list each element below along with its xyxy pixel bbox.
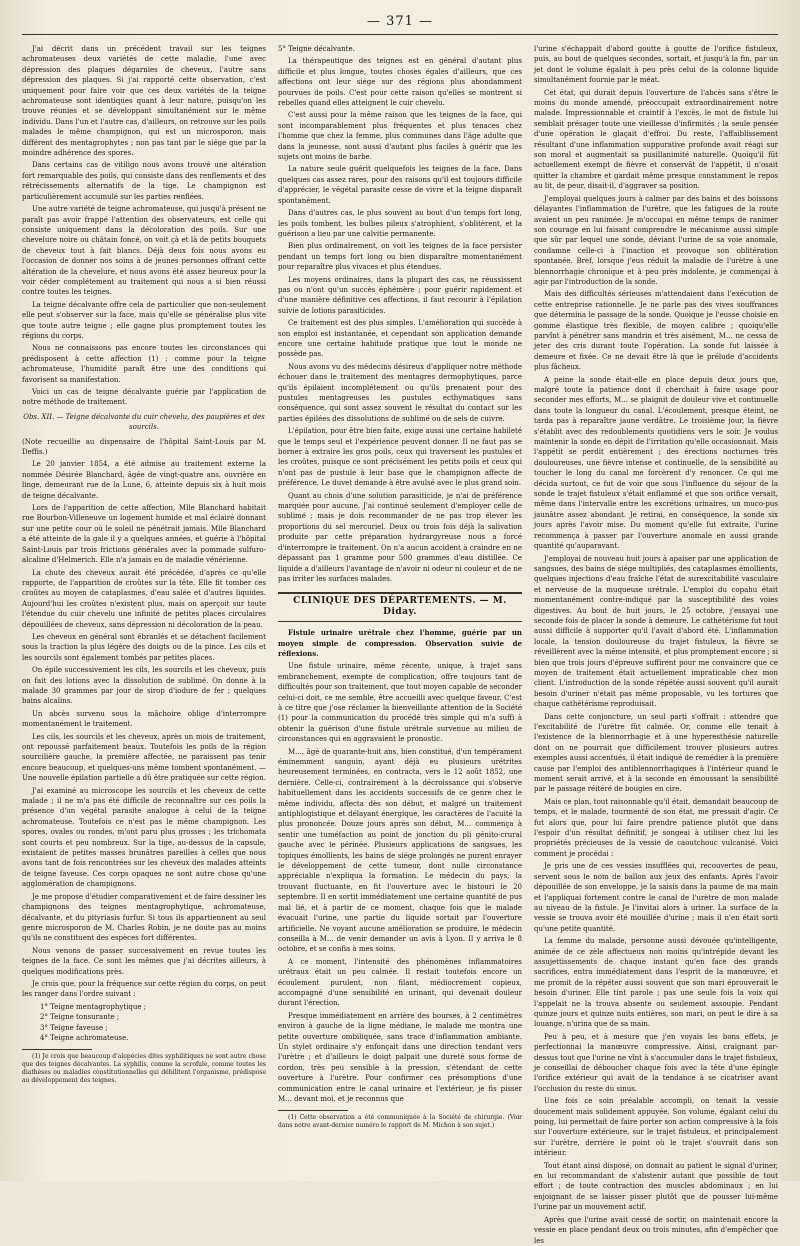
paragraph: Nous avons vu des médecins désireux d'appliquer notre méthode échouer dans le traitement des mentagres dermophytiques, parce qu'ils épilaient incomplétement ou qu'ils prenaient pour des pustules mentagreuses les pustules ecthymatiques sans conséquence, qui sont assez souvent le résultat du contact sur les parties épilées des dissolutions de sublimé ou de sels de cuivre. (278, 362, 522, 423)
observation-title: Obs. XII. — Teigne décalvante du cuir chevelu, des paupières et des sourcils. (23, 412, 265, 432)
list-item: 5° Teigne décalvante. (278, 45, 355, 53)
paragraph: La thérapeutique des teignes est en général d'autant plus difficile et plus longue, toutes choses égales d'ailleurs, que ces affections ont leur siége sur des régions plus abondamment pourvues de poils. C'est pour cette raison qu'elles se montrent si rebelles quand elles atteignent le cuir chevelu. (278, 57, 522, 108)
paragraph: Un abcès survenu sous la mâchoire oblige d'interrompre momentanément le traitement. (22, 709, 266, 729)
column-middle (278, 44, 522, 1174)
paragraph: Dans cette conjoncture, un seul parti s'offrait : attendre que l'excitabilité de l'urètre fût calmée. Or, comme elle tenait à l'existence de la blennorrhagie et à une hyperesthésie naturelle dont on ne pourrait que difficilement trouver plusieurs autres exemples aussi accentués, il était indiqué de remédier à la première cause par l'emploi des antiblennorrhagiques à l'intérieur quand le moment serait arrivé, et à la seconde en émoussant la sensibilité par le passage réitéré de bougies en cire. (534, 712, 778, 794)
footnote: (1) Cette observation a été communiquée à la Société de chirurgie. (Voir dans notre avant-dernier numéro le rapport de M. Michon à son sujet.) (278, 1114, 522, 1130)
paragraph: l'urine s'échappait d'abord goutte à goutte de l'orifice fistuleux, puis, au bout de quelques secondes, sortait, et jusqu'à la fin, par un jet dont le volume égalait à peu près celui de la colonne liquide simultanément fournie par le méat. (534, 45, 778, 85)
paragraph: Les cils, les sourcils et les cheveux, après un mois de traitement, ont repoussé parfaitement beaux. Toutefois les poils de la région sourcilière gauche, la première affectée, ne paraissent pas tenir encore beaucoup, et quelques-uns même tombent spontanément. — Une nouvelle épilation partielle a dû être pratiquée sur cette région. (22, 732, 266, 783)
list-item: 1° Teigne mentagrophytique ; (40, 1002, 147, 1011)
paragraph: Lors de l'apparition de cette affection, Mlle Blanchard habitait rue Bourbon-Villeneuve un logement humide et mal éclairé donnant sur une petite cour où le soleil ne pénétrait jamais. Mlle Blanchard a été atteinte de la gale il y a quelques années, et guérie à l'hôpital Saint-Louis par trois frictions générales avec la pommade sulfuro-alcaline d'Helmerich. Elle n'a jamais eu de maladie vénérienne. (22, 504, 266, 565)
paragraph: Quant au choix d'une solution parasiticide, je n'ai de préférence marquée pour aucune. J'ai continué seulement d'employer celle de sublimé ; mais je dois recommander de ne pas trop élever les proportions du sel mercuriel. Deux ou trois fois déjà la salivation produite par cette préparation hydrargyreuse nous a forcé d'interrompre le traitement. On n'a aucun accident à craindre en ne dépassant pas 1 gramme pour 500 grammes d'eau distillée. Ce liquide a d'ailleurs l'avantage de n'avoir ni odeur ni couleur et de ne pas irriter les surfaces malades. (278, 491, 522, 583)
paragraph: La femme du malade, personne aussi dévouée qu'intelligente, animée de ce zèle affectueux non moins qu'intrépide devant les assujettissements de chaque instant qu'en face des grands sacrifices, entra immédiatement dans l'esprit de la manœuvre, et me promit de la répéter aussi souvent que son mari éprouverait le besoin d'uriner. Elle tint parole ; pas une seule fois la voix qui l'appelait ne la trouva absente ou seulement assoupie. Pendant quinze jours et quinze nuits entières, son mari, on peut le dire à sa louange, n'urina que de sa main. (534, 937, 778, 1029)
paragraph: Après que l'urine avait cessé de sortir, on maintenait encore la vessie en place pendant deux ou trois minutes, afin d'empêcher que les (534, 1215, 778, 1245)
paragraph: Les cheveux en général sont ébranlés et se détachent facilement sous la traction la plus légère des doigts ou de la pince. Les cils et les sourcils sont également tombés par petites places. (22, 632, 266, 662)
paragraph: J'employai quelques jours à calmer par des bains et des boissons délayantes l'inflammation de l'urètre, que les fatigues de la route avaient un peu ranimée. Je m'occupai en même temps de ranimer son courage en lui faisant comprendre le mécanisme aussi simple que sûr par lequel une sonde, déviant l'urine de sa voie anomale, condamne celle-ci à l'inaction et provoque son oblitération spontanée. Bref, lorsque j'eus réduit la maladie de l'urètre à une blennorrhagie chronique et à peu près indolente, je commençai à agir par l'introduction de la sonde. (534, 194, 778, 286)
column-left (22, 44, 266, 1174)
paragraph: J'ai examiné au microscope les sourcils et les cheveux de cette malade ; il ne m'a pas été difficile de reconnaître sur ces poils la présence d'un végétal parasite analogue à celui de la teigne achromateuse. Toutefois ce n'est pas le même champignon. Les spores, ovales ou rondes, m'ont paru plus grosses ; les trichomata sont courts et peu nombreux. Sur la tige, au-dessus de la capsule, existaient de petites masses brunâtres pareilles à celles que nous avons tant de fois rencontrées sur les cheveux des malades atteints de teigne faveuse. Ces corps opaques ne sont autre chose qu'une agglomération de champignons. (22, 786, 266, 889)
paragraph: Nous venons de passer successivement en revue toutes les teignes de la face. Ce sont les mêmes que j'ai décrites ailleurs, à quelques modifications près. (22, 946, 266, 976)
teigne-list (40, 1002, 266, 1044)
footnote-rule (22, 1049, 92, 1050)
paragraph: Nous ne connaissons pas encore toutes les circonstances qui prédisposent à cette affection (1) ; comme pour la teigne achromateuse, l'humidité paraît être une des conditions qui favorisent sa manifestation. (22, 344, 266, 384)
paragraph: Cet état, qui durait depuis l'ouverture de l'abcès sans s'être le moins du monde amendé, préoccupait extraordinairement notre malade. Impressionnable et craintif à l'excès, le mot de fistule lui semblait présager toute une vieillesse d'infirmités ; la seule pensée d'une opération le glaçait d'effroi. Du reste, l'affaiblissement résultant d'une inflammation suppurative profonde avait réagi sur son moral et augmentait sa pusillanimité naturelle. Quoiqu'il fût actuellement exempt de fièvre et conservât de l'appétit, il n'osait quitter la chambre et gardait même presque constamment le repos au lit, de peur, disait-il, d'aggraver sa position. (534, 88, 778, 191)
list-item: 2° Teigne tonsurante ; (40, 1013, 120, 1022)
paragraph: Une fois ce soin préalable accompli, on tenait la vessie doucement mais solidement appuyée. Son volume, égalant celui du poing, lui permettait de faire porter son action compressive à la fois sur l'ouverture extérieure, sur le trajet fistuleux, et principalement sur l'urètre, derrière le point où le trajet s'ouvrait dans son intérieur. (534, 1097, 778, 1158)
section-title: CLINIQUE DES DÉPARTEMENTS. — M. Diday. (293, 596, 507, 617)
paragraph: J'ai décrit dans un précédent travail sur les teignes achromateuses deux variétés de cette maladie, l'une avec dépression des plaques dégarnies de cheveux, l'autre sans dépression des plaques. Si j'ai rapporté cette observation, c'est uniquement pour faire voir que ces deux variétés de la teigne achromateuse sont identiques quant à leur nature, puisqu'on les trouve réunies et se développant simultanément sur le même individu. Dans l'un et l'autre cas, d'ailleurs, on retrouve sur les poils malades le même champignon, qui est un microsporon, mais différent des mentagrophytes ; non pas tant par le siége que par la moindre adhérence des spores. (22, 45, 266, 158)
paragraph: Mais ce plan, tout raisonnable qu'il était, demandait beaucoup de temps, et le malade, tourmenté de son état, me pressait d'agir. Ce fut alors que, pour lui faire prendre patience plutôt que dans l'espoir d'un résultat définitif, je songeai à utiliser chez lui les propriétés précieuses de la vessie de caoutchouc vulcanisé. Voici comment je procédai : (534, 797, 778, 858)
paragraph: A ce moment, l'intensité des phénomènes inflammatoires urétraux était un peu calmée. Il restait toutefois encore un écoulement purulent, non filant, médiocrement copieux, accompagné d'une sensibilité en urinant, qui devenait douleur durant l'érection. (278, 957, 522, 1008)
paragraph: C'est aussi pour la même raison que les teignes de la face, qui sont incomparablement plus fréquentes et plus tenaces chez l'homme que chez la femme, plus communes dans l'âge adulte que dans la jeunesse, sont aussi d'autant plus faciles à guérir que les sujets ont moins de barbe. (278, 111, 522, 162)
observation-note: (Note recueillie au dispensaire de l'hôpital Saint-Louis par M. Deffis.) (22, 437, 266, 457)
paragraph: La chute des cheveux aurait été précédée, d'après ce qu'elle rapporte, de l'apparition de croûtes sur la tête. Elle fit tomber ces croûtes au moyen de cataplasmes, d'eau salée et d'autres liquides. Aujourd'hui les croûtes n'existent plus, mais on aperçoit sur toute l'étendue du cuir chevelu une infinité de petites places circulaires dépouillées de cheveux, sans dépression ni décoloration de la peau. (22, 568, 266, 629)
paragraph: Dans certains cas de vitiligo nous avons trouvé une altération fort remarquable des poils, qui consiste dans des renflements et des rétrécissements alternatifs de la tige. Le champignon est particulièrement accumulé sur les parties renflées. (22, 161, 266, 201)
paragraph: Les moyens ordinaires, dans la plupart des cas, ne réussissent pas ou n'ont qu'un succès éphémère ; pour guérir rapidement et d'une manière définitive ces affections, il faut recourir à l'épilation suivie de lotions parasiticides. (278, 275, 522, 315)
footnote-rule (278, 1110, 348, 1111)
paragraph: L'épilation, pour être bien faite, exige aussi une certaine habileté que le temps seul et l'expérience peuvent donner. Il ne faut pas se borner à extraire les gros poils, ceux qui traversent les pustules et les croûtes, puisque ce sont précisément les petits poils et ceux qui n'ont pas de pustule à leur base que le champignon affecte de préférence. Le duvet demande à être avulsé avec le plus grand soin. (278, 427, 522, 488)
paragraph: La teigne décalvante offre cela de particulier que non-seulement elle peut s'observer sur la face, mais qu'elle se généralise plus vite que toute autre teigne ; elle gagne plus promptement toutes les régions du corps. (22, 300, 266, 340)
paragraph: Je me propose d'étudier comparativement et de faire dessiner les champignons des teignes mentagrophytique, achromateuse, décalvante, et du pityriasis furfur. Si tous ils appartiennent au seul genre microsporon de M. Charles Robin, je ne doute pas au moins qu'ils ne constituent des espèces fort différentes. (22, 892, 266, 943)
paragraph: Bien plus ordinairement, on voit les teignes de la face persister pendant un temps fort long ou bien disparaître momentanément pour reparaître plus vivaces et plus étendues. (278, 242, 522, 272)
footnote: (1) Je crois que beaucoup d'alopécies dites syphilitiques ne sont autre chose que des teignes décalvantes. La syphilis, comme la scrofule, comme toutes les diathèses ou maladies constitutionnelles qui débilitent l'organisme, prédispose au développement des teignes. (22, 1053, 266, 1085)
article-title: Fistule urinaire urétrale chez l'homme, guérie par un moyen simple de compression. Observation suivie de réflexions. (278, 628, 522, 658)
paragraph: Voici un cas de teigne décalvante guérie par l'application de notre méthode de traitement. (22, 388, 266, 407)
paragraph: Mais des difficultés sérieuses m'attendaient dans l'exécution de cette entreprise rationnelle. Je ne parle pas des vives souffrances que détermina le passage de la sonde. Quoique je l'eusse choisie en gomme élastique très flexible, de moyen calibre ; quoiqu'elle parvînt à pénétrer sans mandrin et très aisément, M... ne cessa de jeter des cris durant toute l'opération. La sonde fut laissée à demeure et fixée. Ce ne devait être là que le prélude d'accidents plus fâcheux. (534, 290, 778, 372)
column-right (534, 44, 778, 1245)
paragraph: Tout étant ainsi disposé, on donnait au patient le signal d'uriner, en lui recommandant de s'abstenir autant que possible de tout effort ; de toute contraction des muscles abdominaux ; en lui enjoignant de se laisser pisser plutôt que de pousser lui-même l'urine par un mouvement actif. (534, 1161, 778, 1212)
paragraph: Une fistule urinaire, même récente, unique, à trajet sans embranchement, exempte de complication, offre toujours tant de difficultés pour son traitement, que tout moyen capable de seconder celui-ci doit, ce me semble, être accueilli avec quelque faveur. C'est à ce titre que j'ose réclamer la bienveillante attention de la Société (1) pour la communication du procédé très simple qui m'a suffi à obtenir la guérison d'une fistule urétrale survenue au milieu de circonstances qui en aggravaient le pronostic. (278, 662, 522, 744)
list-item: 4° Teigne achromateuse. (40, 1033, 129, 1042)
paragraph: On épile successivement les cils, les sourcils et les cheveux, puis on fait des lotions avec la dissolution de sublimé. On donne à la malade 30 grammes par jour de sirop d'iodure de fer ; quelques bains alcalins. (22, 666, 266, 706)
paragraph: Presque immédiatement en arrière des bourses, à 2 centimètres environ à gauche de la ligne médiane, le malade me montra une petite ouverture ombiliquée, sans trace d'inflammation ambiante. Un stylet ordinaire s'y enfonçait dans une direction tendant vers l'urètre ; et d'ailleurs le doigt palpait une dureté sous forme de cordon, très peu sensible à la pression, s'étendant de cette ouverture à l'urètre. Pour confirmer ces présomptions d'une communication entre le canal urinaire et l'extérieur, je fis pisser M... devant moi, et je reconnus que (278, 1011, 522, 1103)
paragraph: La nature seule guérit quelquefois les teignes de la face. Dans quelques cas assez rares, pour des raisons qu'il est toujours difficile d'apprécier, le végétal parasite cesse de vivre et la teigne disparaît spontanément. (278, 165, 522, 205)
page-number: — 371 — (366, 14, 434, 29)
paragraph: J'employai de nouveau huit jours à apaiser par une application de sangsues, des bains de siége multipliés, des cataplasmes émollients, quelques injections d'eau fraîche l'état de surexcitabilité vasculaire et nerveuse de la muqueuse urétrale. L'emploi du copahu était momentanément contre-indiqué par la susceptibilité des voies digestives. Au bout de huit jours, le 25 octobre, j'essayai une seconde fois de placer la sonde à demeure. Le cathétérisme fut tout aussi difficile à supporter qu'il l'avait d'abord été. L'inflammation locale, la tension douloureuse du trajet fistuleux, la fièvre se réveillèrent avec la même intensité, et plus promptement encore ; si bien que trois jours d'épreuve suffirent pour me convaincre que ce moyen de traitement était actuellement impraticable chez mon client. L'introduction de la sonde répétée aussi souvent qu'il aurait besoin d'uriner n'était pas même proposable, vu les tortures que chaque cathétérisme reproduisait. (534, 554, 778, 709)
paragraph: Ce traitement est des plus simples. L'amélioration qui succède à son emploi est instantanée, et cependant son application demande encore une certaine habitude pratique que tout le monde ne possède pas. (278, 319, 522, 359)
paragraph: Le 20 janvier 1854, a été admise au traitement externe la nommée Désirée Blanchard, âgée de vingt-quatre ans, ouvrière en linge, demeurant rue de la Lune, 6, atteinte depuis six à huit mois de teigne décalvante. (22, 460, 266, 500)
paragraph: Peu à peu, et à mesure que j'en voyais les bons effets, je perfectionnai la manœuvre compressive. Ainsi, craignant par-dessus tout que l'urine ne vînt à s'accumuler dans le trajet fistuleux, je conseillai de déboucher chaque fois avec la tête d'une épingle l'orifice extérieur qui avait de la tendance à se cicatriser avant l'occlusion du reste du sinus. (534, 1032, 778, 1093)
paragraph: Je crois que, pour la fréquence sur cette région du corps, on peut les ranger dans l'ordre suivant : (22, 979, 266, 999)
paragraph: A peine la sonde était-elle en place depuis deux jours que, malgré toute la patience dont il cherchait à faire usage pour seconder mes efforts, M... se plaignit de douleur vive et continuelle dans toute la longueur du canal. L'écoulement, presque éteint, ne tarda pas à reparaître jaune verdâtre. Le troisième jour, la fièvre s'établit avec des redoublements quotidiens vers le soir. Je voulus maintenir la sonde en dépit de l'irritation qu'elle occasionnait. Mais l'appétit se perdit entièrement ; des érections nocturnes très douloureuses, une fièvre intense et continuelle, de la sensibilité au toucher le long du canal me forcèrent d'y renoncer. Ce qui me décida surtout, ce fut de voir que sous l'influence du séjour de la sonde le trajet fistuleux s'était enflammé et que son orifice versait, même dans l'intervalle entre les excrétions urinaires, un muco-pus jaunâtre assez abondant. Je retirai, en conséquence, la sonde six jours après l'avoir mise. Du moment qu'elle fut extraite, l'urine recommença à passer par l'ouverture anomale en aussi grande quantité qu'auparavant. (534, 375, 778, 551)
list-item: 3° Teigne faveuse ; (40, 1023, 108, 1032)
paragraph: Une autre variété de teigne achromateuse, qui jusqu'à présent ne paraît pas avoir frappé l'attention des observateurs, est celle qui consiste uniquement dans la décoloration des poils. Sur une chevelure noire ou châtain foncé, on voit çà et là de petits bouquets de cheveux tout à fait blancs. Déjà deux fois nous avons eu l'occasion de donner nos soins à de jeunes personnes offrant cette altération de la chevelure, et nous avons été assez heureux pour la voir céder complétement au traitement qui nous a si bien réussi contre toutes les teignes. (22, 205, 266, 297)
paragraph: Je pris une de ces vessies insufflées qui, recouvertes de peau, servent sous le nom de ballon aux jeux des enfants. Après l'avoir dépouillée de son enveloppe, je la saisis dans la paume de ma main et l'appliquai fortement contre le canal de l'urètre de mon malade au niveau de la fistule. Je l'invitai alors à uriner. La surface de la vessie se trouva avoir été mouillée d'urine ; mais il n'en était sorti qu'une petite quantité. (534, 862, 778, 933)
paragraph: M..., âgé de quarante-huit ans, bien constitué, d'un tempérament éminemment sanguin, ayant déjà eu plusieurs urétrites heureusement terminées, en contracta, vers le 12 août 1852, une dernière. Celle-ci, contrairement à la décroissance qui s'observe habituellement dans les accidents successifs de ce genre chez le même individu, affecta dès son début, et malgré un traitement antiphlogistique et délayant énergique, les caractères de l'acuité la plus prononcée. Douze jours après son début, M... commença à sentir une tuméfaction au point de jonction du pli génito-crural gauche avec le périnée. Plusieurs applications de sangsues, les topiques émollients, les bains de siége prolongés ne purent enrayer le développement de cette tumeur, dont nulle circonstance appréciable n'expliqua la formation. Le médecin du pays, la trouvant fluctuante, en fit l'ouverture avec le bistouri le 20 septembre. Il en sortit immédiatement une certaine quantité de pus mal lié, et à partir de ce moment, chaque fois que le malade évacuait l'urine, une partie du liquide sortait par l'ouverture artificielle. Ne voyant aucune amélioration se produire, le médecin conseilla à M... de venir demander un avis à Lyon. Il y arriva le 8 octobre, et se confia à mes soins. (278, 747, 522, 954)
paragraph: Dans d'autres cas, le plus souvent au bout d'un temps fort long, les poils tombent, les bulbes pileux s'atrophient, s'oblitèrent, et la guérison a lieu par une calvitie permanente. (278, 209, 522, 238)
section-rule (278, 592, 522, 594)
header-rule (22, 34, 778, 35)
section-rule (278, 621, 522, 622)
